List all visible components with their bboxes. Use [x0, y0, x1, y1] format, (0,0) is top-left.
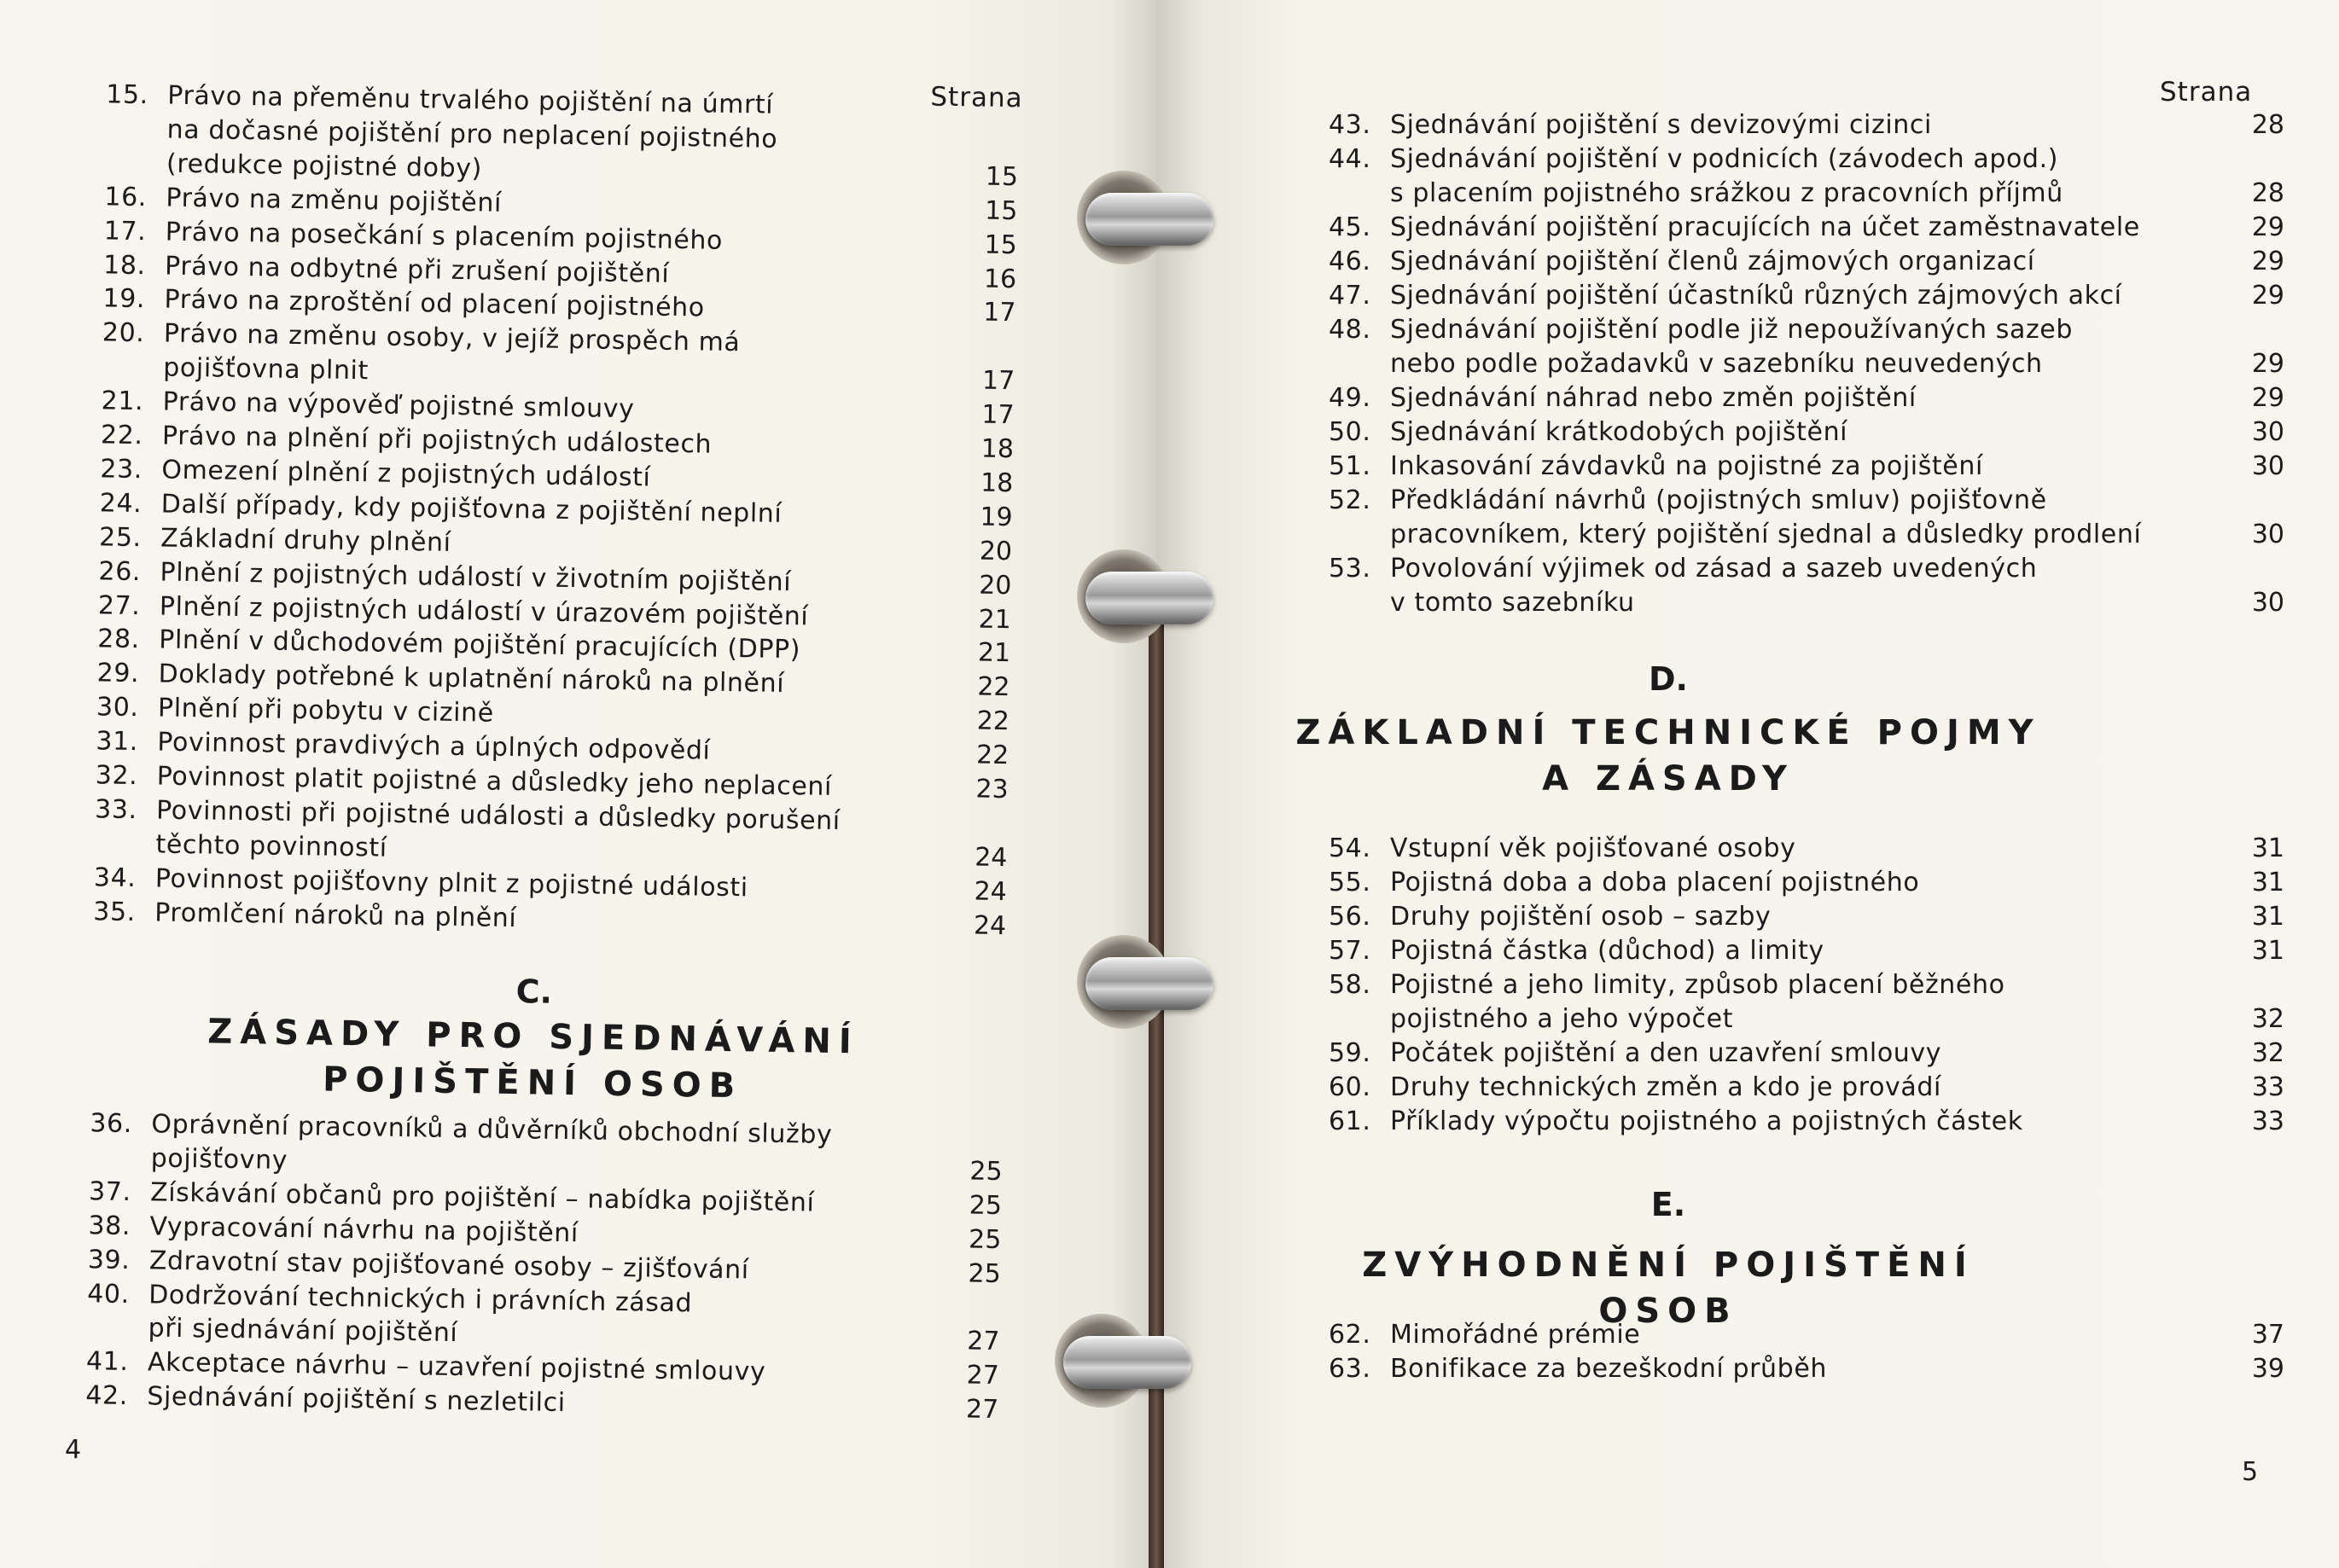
toc-entry-title: Povinnost pojišťovny plnit z pojistné události: [154, 863, 748, 903]
toc-entry-title: Povinnost pravdivých a úplných odpovědí: [157, 727, 711, 766]
toc-entry-number: 16.: [104, 182, 148, 212]
right-page-header: Strana: [2160, 77, 2253, 107]
toc-entry-page: 15: [985, 161, 1019, 193]
toc-entry-title: Právo na zproštění od placení pojistného: [164, 284, 706, 323]
section-d-title-line-1: ZÁKLADNÍ TECHNICKÉ POJMY: [1295, 713, 2041, 752]
toc-entry-page: 25: [969, 1156, 1003, 1187]
toc-entry-title: Další případy, kdy pojišťovna z pojištění neplní: [160, 489, 783, 529]
toc-entry-number: 28.: [97, 624, 141, 655]
toc-entry-page: 25: [969, 1190, 1003, 1221]
toc-entry-number: 59.: [1329, 1038, 1371, 1068]
toc-entry-number: 32.: [95, 760, 138, 792]
toc-entry-number: 46.: [1329, 247, 1371, 276]
toc-entry-title: Plnění z pojistných událostí v úrazovém pojištění: [159, 590, 809, 631]
toc-entry-title: Omezení plnění z pojistných událostí: [161, 455, 651, 493]
toc-entry-page: 16: [983, 264, 1017, 294]
toc-entry-page: 22: [976, 706, 1010, 737]
toc-entry-page: 32: [2251, 1038, 2284, 1068]
toc-entry-title: Povinnosti při pojistné události a důsledky porušení: [155, 795, 841, 836]
toc-entry-page: 24: [974, 842, 1008, 873]
toc-entry-page: 37: [2251, 1320, 2284, 1350]
toc-entry-number: 63.: [1329, 1354, 1371, 1384]
left-page-header: Strana: [930, 81, 1023, 114]
toc-entry-title: Sjednávání pojištění s nezletilci: [147, 1381, 566, 1419]
toc-entry-number: 54.: [1329, 833, 1371, 863]
toc-entry-number: 31.: [96, 726, 139, 758]
toc-entry-title: Vypracování návrhu na pojištění: [149, 1211, 579, 1248]
toc-entry-page: 31: [2251, 833, 2284, 863]
toc-entry-number: 49.: [1329, 383, 1371, 413]
toc-entry-number: 33.: [94, 794, 137, 825]
toc-entry-page: 15: [984, 229, 1017, 260]
toc-entry-page: 25: [968, 1258, 1002, 1289]
toc-entry-page: 24: [974, 876, 1008, 907]
toc-entry-title: Akceptace návrhu – uzavření pojistné smlouvy: [147, 1347, 766, 1388]
toc-entry-title: pojišťovny: [150, 1143, 288, 1176]
toc-entry-page: 39: [2251, 1354, 2284, 1384]
toc-entry-title: Inkasování závdavků na pojistné za pojištění: [1390, 451, 1983, 481]
right-page: [1156, 0, 2339, 1568]
toc-entry-number: 51.: [1329, 451, 1371, 481]
toc-entry-page: 17: [981, 365, 1015, 397]
toc-entry-page: 23: [975, 774, 1009, 805]
toc-entry-number: 21.: [101, 386, 144, 417]
toc-entry-number: 25.: [98, 522, 142, 553]
toc-entry-title: Sjednávání náhrad nebo změn pojištění: [1390, 383, 1917, 413]
toc-entry-title: (redukce pojistné doby): [166, 148, 483, 184]
toc-entry-number: 42.: [85, 1380, 129, 1412]
section-c-letter: C.: [515, 973, 553, 1011]
toc-entry-title: Druhy technických změn a kdo je provádí: [1390, 1072, 1941, 1102]
toc-entry-page: 21: [978, 604, 1012, 635]
toc-entry-page: 31: [2251, 902, 2284, 932]
toc-entry-title: Plnění z pojistných událostí v životním pojištění: [160, 557, 792, 597]
toc-entry-number: 56.: [1329, 902, 1371, 932]
toc-entry-page: 22: [975, 740, 1009, 771]
toc-entry-title: Druhy pojištění osob – sazby: [1390, 902, 1772, 932]
toc-entry-page: 31: [2251, 936, 2284, 966]
toc-entry-title: Plnění při pobytu v cizině: [157, 693, 495, 729]
toc-entry-page: 17: [982, 298, 1016, 328]
toc-entry-page: 33: [2251, 1072, 2284, 1102]
toc-entry-title: Sjednávání pojištění účastníků různých zájmových akcí: [1390, 281, 2122, 311]
toc-entry-title: na dočasné pojištění pro neplacení pojistného: [166, 114, 778, 154]
toc-entry-number: 18.: [102, 249, 146, 281]
toc-entry-number: 40.: [86, 1278, 131, 1310]
section-e-title: ZVÝHODNĚNÍ POJIŠTĚNÍ OSOB: [1362, 1246, 1975, 1331]
toc-entry-title: pojistného a jeho výpočet: [1390, 1004, 1734, 1034]
toc-entry-number: 15.: [106, 79, 149, 111]
right-page-number: 5: [2242, 1457, 2259, 1487]
toc-entry-title: Pojistná doba a doba placení pojistného: [1390, 868, 1920, 897]
toc-entry-page: 30: [2251, 451, 2284, 481]
toc-entry-number: 60.: [1329, 1072, 1371, 1102]
toc-entry-number: 17.: [103, 216, 147, 247]
toc-entry-page: 20: [979, 536, 1013, 566]
toc-entry-number: 19.: [102, 283, 146, 315]
toc-entry-page: 21: [977, 637, 1011, 669]
section-d-letter: D.: [1649, 660, 1688, 698]
toc-entry-number: 41.: [85, 1346, 129, 1378]
toc-entry-title: Plnění v důchodovém pojištění pracujících (DPP): [159, 624, 801, 665]
toc-entry-page: 17: [981, 399, 1015, 431]
toc-entry-page: 30: [2251, 417, 2284, 447]
toc-entry-title: Doklady potřebné k uplatnění nároků na plnění: [158, 659, 785, 700]
toc-entry-number: 43.: [1329, 110, 1371, 140]
toc-entry-page: 29: [2251, 383, 2284, 413]
toc-entry-title: Oprávnění pracovníků a důvěrníků obchodní služby: [151, 1109, 833, 1150]
binding-ring-2: [1085, 572, 1213, 624]
toc-entry-title: v tomto sazebníku: [1390, 588, 1635, 618]
toc-entry-title: Sjednávání pojištění v podnicích (závodech apod.): [1390, 144, 2059, 174]
toc-entry-number: 39.: [87, 1244, 131, 1275]
toc-entry-page: 22: [977, 671, 1010, 703]
toc-entry-title: Sjednávání pojištění pracujících na účet zaměstnavatele: [1390, 212, 2140, 242]
binding-spine: [1149, 589, 1164, 1568]
section-d-title-line-2: A ZÁSADY: [1542, 759, 1795, 799]
toc-entry-title: Povolování výjimek od zásad a sazeb uvedených: [1390, 554, 2038, 584]
toc-entry-page: 30: [2251, 588, 2284, 618]
toc-entry-title: Sjednávání pojištění podle již nepoužívaných sazeb: [1390, 315, 2073, 345]
toc-entry-title: Získávání občanů pro pojištění – nabídka pojištění: [149, 1177, 815, 1218]
toc-entry-page: 32: [2251, 1004, 2284, 1034]
toc-entry-page: 19: [980, 502, 1013, 532]
toc-entry-number: 27.: [97, 589, 141, 621]
left-page: [0, 0, 1156, 1568]
left-page-content: [0, 0, 1156, 1568]
section-c-title-line-1: ZÁSADY PRO SJEDNÁVÁNÍ: [207, 1012, 860, 1062]
toc-entry-title: Základní druhy plnění: [160, 523, 451, 558]
toc-entry-title: při sjednávání pojištění: [148, 1313, 458, 1349]
toc-entry-number: 47.: [1329, 281, 1371, 311]
toc-entry-page: 24: [973, 910, 1007, 941]
toc-entry-title: Právo na změnu osoby, v jejíž prospěch má: [163, 318, 741, 358]
toc-entry-title: Pojistné a jeho limity, způsob placení běžného: [1390, 970, 2005, 1000]
toc-entry-page: 25: [968, 1224, 1002, 1255]
toc-entry-number: 55.: [1329, 868, 1371, 897]
toc-entry-title: Dodržování technických i právních zásad: [148, 1279, 693, 1318]
toc-entry-title: Právo na plnění při pojistných událostech: [161, 421, 713, 460]
toc-entry-title: Povinnost platit pojistné a důsledky jeho neplacení: [156, 761, 833, 802]
toc-entry-number: 36.: [90, 1108, 133, 1140]
toc-entry-title: Sjednávání pojištění s devizovými cizinci: [1390, 110, 1932, 140]
left-page-number: 4: [65, 1435, 82, 1465]
toc-entry-number: 38.: [88, 1210, 131, 1241]
toc-entry-number: 48.: [1329, 315, 1371, 345]
toc-entry-title: Sjednávání krátkodobých pojištění: [1390, 417, 1848, 447]
toc-entry-title: Sjednávání pojištění členů zájmových organizací: [1390, 247, 2035, 276]
toc-entry-page: 27: [966, 1360, 1000, 1391]
toc-entry-page: 18: [980, 433, 1015, 465]
toc-entry-page: 29: [2251, 281, 2284, 311]
toc-entry-title: Právo na odbytné při zrušení pojištění: [164, 251, 670, 289]
toc-entry-number: 20.: [102, 317, 145, 349]
toc-entry-title: Vstupní věk pojišťované osoby: [1390, 833, 1796, 863]
toc-entry-title: Pojistná částka (důchod) a limity: [1390, 936, 1824, 966]
toc-entry-title: Mimořádné prémie: [1390, 1320, 1641, 1350]
toc-entry-title: těchto povinností: [155, 829, 387, 863]
toc-entry-title: Promlčení nároků na plnění: [154, 897, 517, 933]
toc-entry-number: 58.: [1329, 970, 1371, 1000]
binding-ring-1: [1085, 193, 1213, 246]
toc-entry-page: 33: [2251, 1106, 2284, 1136]
binding-ring-3: [1085, 957, 1213, 1010]
toc-entry-page: 29: [2251, 247, 2284, 276]
toc-entry-title: Zdravotní stav pojišťované osoby – zjišťování: [148, 1245, 750, 1286]
toc-entry-number: 53.: [1329, 554, 1371, 584]
toc-entry-number: 30.: [96, 692, 139, 723]
toc-entry-page: 18: [980, 467, 1014, 499]
toc-entry-number: 37.: [88, 1176, 131, 1207]
toc-entry-number: 50.: [1329, 417, 1371, 447]
toc-entry-number: 23.: [100, 454, 143, 485]
toc-entry-number: 44.: [1329, 144, 1371, 174]
toc-entry-page: 30: [2251, 520, 2284, 549]
toc-entry-number: 34.: [93, 862, 137, 893]
toc-entry-page: 27: [965, 1394, 999, 1426]
toc-entry-page: 28: [2251, 178, 2284, 208]
toc-entry-number: 57.: [1329, 936, 1371, 966]
section-e-letter: E.: [1650, 1186, 1686, 1223]
toc-entry-page: 31: [2251, 868, 2284, 897]
toc-entry-number: 45.: [1329, 212, 1371, 242]
toc-entry-title: Předkládání návrhů (pojistných smluv) pojišťovně: [1390, 485, 2047, 515]
toc-entry-title: Právo na výpověď pojistné smlouvy: [162, 386, 635, 425]
toc-entry-title: Právo na posečkání s placením pojistného: [165, 217, 724, 256]
toc-entry-number: 62.: [1329, 1320, 1371, 1350]
toc-entry-title: Bonifikace za bezeškodní průběh: [1390, 1354, 1827, 1384]
toc-entry-title: Právo na přeměnu trvalého pojištění na úmrtí: [167, 80, 774, 120]
toc-entry-title: Právo na změnu pojištění: [166, 183, 503, 218]
toc-entry-page: 27: [967, 1326, 1000, 1357]
toc-entry-page: 29: [2251, 349, 2284, 379]
toc-entry-page: 28: [2251, 110, 2284, 140]
section-c-title-line-2: POJIŠTĚNÍ OSOB: [322, 1060, 743, 1106]
toc-entry-title: Počátek pojištění a den uzavření smlouvy: [1390, 1038, 1942, 1068]
toc-entry-title: nebo podle požadavků v sazebníku neuvedených: [1390, 349, 2043, 379]
toc-entry-number: 26.: [98, 555, 142, 587]
binding-ring-4: [1063, 1336, 1191, 1389]
toc-entry-page: 20: [978, 570, 1012, 601]
toc-entry-title: s placením pojistného srážkou z pracovních příjmů: [1390, 178, 2063, 208]
toc-entry-number: 22.: [100, 420, 143, 451]
toc-entry-page: 29: [2251, 212, 2284, 242]
toc-entry-number: 35.: [93, 896, 137, 927]
toc-entry-title: pojišťovna plnit: [163, 352, 369, 386]
toc-entry-number: 29.: [96, 658, 140, 689]
toc-entry-page: 15: [984, 195, 1018, 226]
toc-entry-number: 24.: [99, 488, 143, 519]
toc-entry-title: Příklady výpočtu pojistného a pojistných částek: [1390, 1106, 2023, 1136]
toc-entry-number: 61.: [1329, 1106, 1371, 1136]
toc-entry-title: pracovníkem, který pojištění sjednal a důsledky prodlení: [1390, 520, 2142, 549]
toc-entry-number: 52.: [1329, 485, 1371, 515]
